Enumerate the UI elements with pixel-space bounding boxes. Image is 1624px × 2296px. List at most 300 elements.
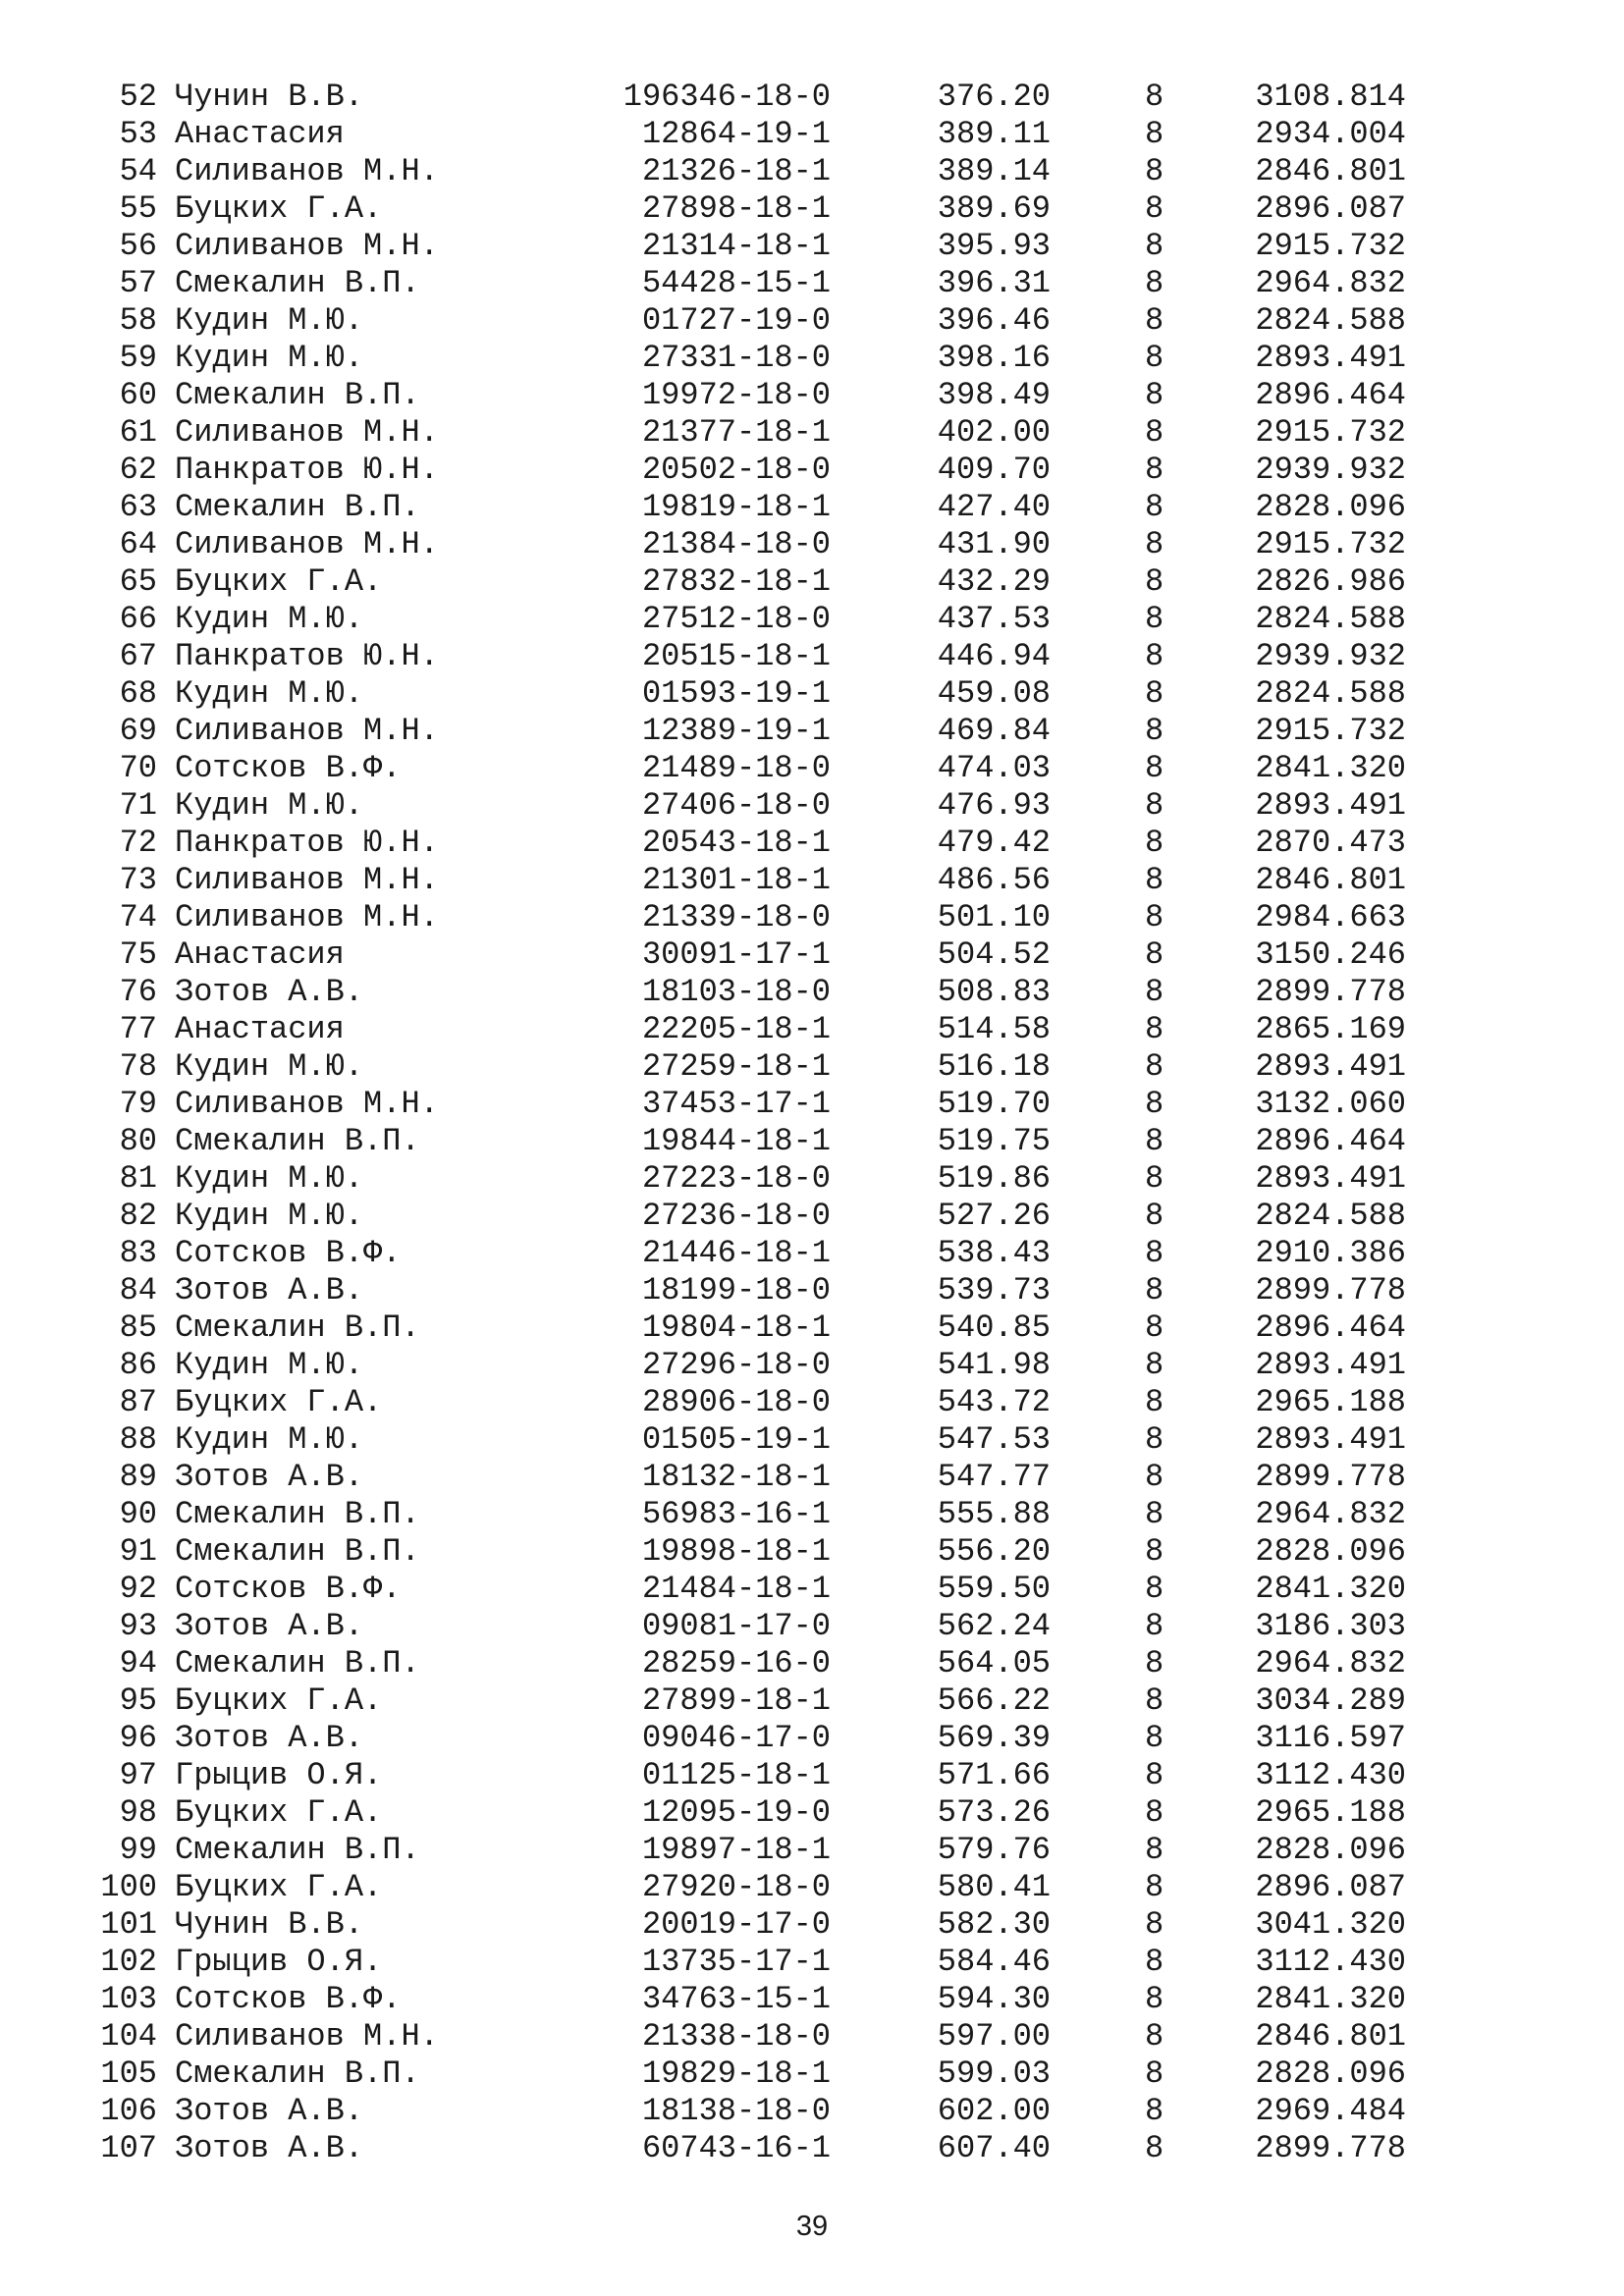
- total-value: 2899.778: [1255, 974, 1406, 1010]
- entry-code: 01593-19-1: [641, 675, 831, 712]
- class-value: 8: [1145, 116, 1164, 152]
- total-value: 2828.096: [1255, 1832, 1406, 1868]
- table-row: [0, 1048, 1624, 1086]
- score-value: 540.85: [937, 1309, 1051, 1346]
- class-value: 8: [1145, 1347, 1164, 1383]
- table-row: [0, 899, 1624, 936]
- score-value: 389.14: [937, 153, 1051, 189]
- participant-name: Зотов А.В.: [175, 974, 364, 1010]
- entry-code: 27259-18-1: [641, 1048, 831, 1085]
- total-value: 2915.732: [1255, 713, 1406, 749]
- score-value: 508.83: [937, 974, 1051, 1010]
- participant-name: Грыцив О.Я.: [175, 1757, 383, 1793]
- score-value: 539.73: [937, 1272, 1051, 1308]
- class-value: 8: [1145, 1608, 1164, 1644]
- table-row: [0, 1757, 1624, 1794]
- participant-name: Смекалин В.П.: [175, 1832, 420, 1868]
- participant-name: Силиванов М.Н.: [175, 713, 439, 749]
- total-value: 2964.832: [1255, 265, 1406, 301]
- row-number: 102: [100, 1944, 157, 1980]
- participant-name: Смекалин В.П.: [175, 1533, 420, 1570]
- total-value: 2899.778: [1255, 1459, 1406, 1495]
- score-value: 446.94: [937, 638, 1051, 674]
- class-value: 8: [1145, 1682, 1164, 1719]
- table-row: [0, 1384, 1624, 1421]
- row-number: 63: [119, 489, 157, 525]
- total-value: 3112.430: [1255, 1757, 1406, 1793]
- score-value: 486.56: [937, 862, 1051, 898]
- class-value: 8: [1145, 862, 1164, 898]
- table-row: [0, 2018, 1624, 2056]
- class-value: 8: [1145, 153, 1164, 189]
- score-value: 559.50: [937, 1571, 1051, 1607]
- class-value: 8: [1145, 1011, 1164, 1047]
- total-value: 2824.588: [1255, 601, 1406, 637]
- score-value: 437.53: [937, 601, 1051, 637]
- table-row: [0, 190, 1624, 228]
- entry-code: 30091-17-1: [641, 936, 831, 973]
- entry-code: 21314-18-1: [641, 228, 831, 264]
- table-row: [0, 116, 1624, 153]
- class-value: 8: [1145, 750, 1164, 786]
- row-number: 98: [119, 1794, 157, 1831]
- total-value: 2828.096: [1255, 1533, 1406, 1570]
- class-value: 8: [1145, 1421, 1164, 1458]
- row-number: 54: [119, 153, 157, 189]
- table-row: [0, 1981, 1624, 2018]
- row-number: 71: [119, 787, 157, 824]
- score-value: 519.75: [937, 1123, 1051, 1159]
- participant-name: Смекалин В.П.: [175, 2056, 420, 2092]
- participant-name: Кудин М.Ю.: [175, 1421, 364, 1458]
- table-row: [0, 1272, 1624, 1309]
- total-value: 3186.303: [1255, 1608, 1406, 1644]
- class-value: 8: [1145, 1832, 1164, 1868]
- entry-code: 27832-18-1: [641, 563, 831, 600]
- participant-name: Буцких Г.А.: [175, 1794, 383, 1831]
- participant-name: Сотсков В.Ф.: [175, 1571, 402, 1607]
- participant-name: Кудин М.Ю.: [175, 1160, 364, 1197]
- table-row: [0, 1869, 1624, 1906]
- row-number: 55: [119, 190, 157, 227]
- score-value: 519.86: [937, 1160, 1051, 1197]
- table-row: [0, 1794, 1624, 1832]
- table-row: [0, 638, 1624, 675]
- score-value: 476.93: [937, 787, 1051, 824]
- class-value: 8: [1145, 713, 1164, 749]
- table-row: [0, 1944, 1624, 1981]
- participant-name: Зотов А.В.: [175, 2093, 364, 2129]
- row-number: 107: [100, 2130, 157, 2166]
- entry-code: 01125-18-1: [641, 1757, 831, 1793]
- participant-name: Сотсков В.Ф.: [175, 1235, 402, 1271]
- table-row: [0, 2056, 1624, 2093]
- total-value: 2846.801: [1255, 153, 1406, 189]
- row-number: 53: [119, 116, 157, 152]
- entry-code: 21339-18-0: [641, 899, 831, 935]
- score-value: 389.11: [937, 116, 1051, 152]
- total-value: 2893.491: [1255, 1160, 1406, 1197]
- entry-code: 19972-18-0: [641, 377, 831, 413]
- class-value: 8: [1145, 1757, 1164, 1793]
- table-row: [0, 1123, 1624, 1160]
- total-value: 2965.188: [1255, 1794, 1406, 1831]
- row-number: 67: [119, 638, 157, 674]
- table-row: [0, 1309, 1624, 1347]
- entry-code: 27898-18-1: [641, 190, 831, 227]
- score-value: 547.53: [937, 1421, 1051, 1458]
- score-value: 566.22: [937, 1682, 1051, 1719]
- table-row: [0, 825, 1624, 862]
- class-value: 8: [1145, 452, 1164, 488]
- participant-name: Кудин М.Ю.: [175, 675, 364, 712]
- row-number: 59: [119, 340, 157, 376]
- total-value: 3041.320: [1255, 1906, 1406, 1943]
- participant-name: Зотов А.В.: [175, 1608, 364, 1644]
- table-row: [0, 1906, 1624, 1944]
- row-number: 105: [100, 2056, 157, 2092]
- class-value: 8: [1145, 1906, 1164, 1943]
- score-value: 599.03: [937, 2056, 1051, 2092]
- row-number: 103: [100, 1981, 157, 2017]
- total-value: 2899.778: [1255, 1272, 1406, 1308]
- table-row: [0, 1235, 1624, 1272]
- total-value: 2846.801: [1255, 862, 1406, 898]
- total-value: 2893.491: [1255, 1421, 1406, 1458]
- row-number: 75: [119, 936, 157, 973]
- table-row: [0, 787, 1624, 825]
- class-value: 8: [1145, 1645, 1164, 1682]
- total-value: 2824.588: [1255, 302, 1406, 339]
- score-value: 431.90: [937, 526, 1051, 562]
- participant-name: Панкратов Ю.Н.: [175, 825, 439, 861]
- class-value: 8: [1145, 1571, 1164, 1607]
- table-row: [0, 526, 1624, 563]
- total-value: 3108.814: [1255, 79, 1406, 115]
- entry-code: 28259-16-0: [641, 1645, 831, 1682]
- class-value: 8: [1145, 265, 1164, 301]
- total-value: 2896.087: [1255, 1869, 1406, 1905]
- entry-code: 09046-17-0: [641, 1720, 831, 1756]
- class-value: 8: [1145, 1198, 1164, 1234]
- participant-name: Чунин В.В.: [175, 79, 364, 115]
- row-number: 100: [100, 1869, 157, 1905]
- entry-code: 21489-18-0: [641, 750, 831, 786]
- score-value: 469.84: [937, 713, 1051, 749]
- score-value: 396.31: [937, 265, 1051, 301]
- class-value: 8: [1145, 1160, 1164, 1197]
- entry-code: 19898-18-1: [641, 1533, 831, 1570]
- total-value: 2893.491: [1255, 340, 1406, 376]
- class-value: 8: [1145, 974, 1164, 1010]
- entry-code: 21338-18-0: [641, 2018, 831, 2055]
- entry-code: 28906-18-0: [641, 1384, 831, 1420]
- table-row: [0, 1496, 1624, 1533]
- table-row: [0, 750, 1624, 787]
- score-value: 519.70: [937, 1086, 1051, 1122]
- participant-name: Силиванов М.Н.: [175, 1086, 439, 1122]
- total-value: 2841.320: [1255, 1571, 1406, 1607]
- entry-code: 21301-18-1: [641, 862, 831, 898]
- total-value: 2841.320: [1255, 750, 1406, 786]
- entry-code: 18138-18-0: [641, 2093, 831, 2129]
- table-row: [0, 153, 1624, 190]
- participant-name: Буцких Г.А.: [175, 1682, 383, 1719]
- participant-name: Смекалин В.П.: [175, 1496, 420, 1532]
- participant-name: Силиванов М.Н.: [175, 899, 439, 935]
- total-value: 3112.430: [1255, 1944, 1406, 1980]
- table-row: [0, 862, 1624, 899]
- participant-name: Буцких Г.А.: [175, 563, 383, 600]
- class-value: 8: [1145, 638, 1164, 674]
- entry-code: 27920-18-0: [641, 1869, 831, 1905]
- entry-code: 21377-18-1: [641, 414, 831, 451]
- class-value: 8: [1145, 1720, 1164, 1756]
- class-value: 8: [1145, 228, 1164, 264]
- score-value: 395.93: [937, 228, 1051, 264]
- class-value: 8: [1145, 1384, 1164, 1420]
- class-value: 8: [1145, 190, 1164, 227]
- row-number: 94: [119, 1645, 157, 1682]
- table-row: [0, 1459, 1624, 1496]
- entry-code: 27899-18-1: [641, 1682, 831, 1719]
- participant-name: Силиванов М.Н.: [175, 228, 439, 264]
- row-number: 61: [119, 414, 157, 451]
- entry-code: 54428-15-1: [641, 265, 831, 301]
- participant-name: Чунин В.В.: [175, 1906, 364, 1943]
- row-number: 104: [100, 2018, 157, 2055]
- row-number: 57: [119, 265, 157, 301]
- score-value: 580.41: [937, 1869, 1051, 1905]
- class-value: 8: [1145, 787, 1164, 824]
- table-row: [0, 340, 1624, 377]
- entry-code: 22205-18-1: [641, 1011, 831, 1047]
- participant-name: Зотов А.В.: [175, 1459, 364, 1495]
- entry-code: 27331-18-0: [641, 340, 831, 376]
- table-row: [0, 377, 1624, 414]
- score-value: 571.66: [937, 1757, 1051, 1793]
- table-row: [0, 563, 1624, 601]
- entry-code: 20515-18-1: [641, 638, 831, 674]
- participant-name: Кудин М.Ю.: [175, 1347, 364, 1383]
- total-value: 2828.096: [1255, 2056, 1406, 2092]
- participant-name: Кудин М.Ю.: [175, 787, 364, 824]
- total-value: 2824.588: [1255, 1198, 1406, 1234]
- table-row: [0, 974, 1624, 1011]
- class-value: 8: [1145, 1981, 1164, 2017]
- score-value: 597.00: [937, 2018, 1051, 2055]
- score-value: 564.05: [937, 1645, 1051, 1682]
- score-value: 602.00: [937, 2093, 1051, 2129]
- class-value: 8: [1145, 1123, 1164, 1159]
- table-row: [0, 452, 1624, 489]
- class-value: 8: [1145, 1048, 1164, 1085]
- score-value: 516.18: [937, 1048, 1051, 1085]
- participant-name: Зотов А.В.: [175, 1272, 364, 1308]
- participant-name: Буцких Г.А.: [175, 1869, 383, 1905]
- entry-code: 09081-17-0: [641, 1608, 831, 1644]
- score-value: 396.46: [937, 302, 1051, 339]
- score-value: 514.58: [937, 1011, 1051, 1047]
- table-row: [0, 265, 1624, 302]
- results-table: [0, 79, 1624, 2167]
- entry-code: 27236-18-0: [641, 1198, 831, 1234]
- class-value: 8: [1145, 1272, 1164, 1308]
- row-number: 58: [119, 302, 157, 339]
- table-row: [0, 1347, 1624, 1384]
- score-value: 479.42: [937, 825, 1051, 861]
- row-number: 65: [119, 563, 157, 600]
- class-value: 8: [1145, 2018, 1164, 2055]
- total-value: 2939.932: [1255, 452, 1406, 488]
- participant-name: Панкратов Ю.Н.: [175, 452, 439, 488]
- score-value: 547.77: [937, 1459, 1051, 1495]
- row-number: 96: [119, 1720, 157, 1756]
- class-value: 8: [1145, 302, 1164, 339]
- class-value: 8: [1145, 2056, 1164, 2092]
- class-value: 8: [1145, 936, 1164, 973]
- class-value: 8: [1145, 1459, 1164, 1495]
- class-value: 8: [1145, 1309, 1164, 1346]
- class-value: 8: [1145, 601, 1164, 637]
- entry-code: 21326-18-1: [641, 153, 831, 189]
- score-value: 573.26: [937, 1794, 1051, 1831]
- entry-code: 13735-17-1: [641, 1944, 831, 1980]
- total-value: 2965.188: [1255, 1384, 1406, 1420]
- total-value: 2893.491: [1255, 1048, 1406, 1085]
- entry-code: 19829-18-1: [641, 2056, 831, 2092]
- entry-code: 18199-18-0: [641, 1272, 831, 1308]
- participant-name: Смекалин В.П.: [175, 489, 420, 525]
- entry-code: 196346-18-0: [623, 79, 831, 115]
- participant-name: Буцких Г.А.: [175, 1384, 383, 1420]
- entry-code: 19804-18-1: [641, 1309, 831, 1346]
- participant-name: Анастасия: [175, 1011, 345, 1047]
- participant-name: Смекалин В.П.: [175, 377, 420, 413]
- entry-code: 56983-16-1: [641, 1496, 831, 1532]
- score-value: 474.03: [937, 750, 1051, 786]
- table-row: [0, 414, 1624, 452]
- participant-name: Силиванов М.Н.: [175, 862, 439, 898]
- total-value: 2841.320: [1255, 1981, 1406, 2017]
- participant-name: Буцких Г.А.: [175, 190, 383, 227]
- entry-code: 20543-18-1: [641, 825, 831, 861]
- row-number: 73: [119, 862, 157, 898]
- total-value: 2870.473: [1255, 825, 1406, 861]
- total-value: 2896.464: [1255, 1309, 1406, 1346]
- row-number: 79: [119, 1086, 157, 1122]
- score-value: 538.43: [937, 1235, 1051, 1271]
- entry-code: 12095-19-0: [641, 1794, 831, 1831]
- participant-name: Анастасия: [175, 116, 345, 152]
- entry-code: 20019-17-0: [641, 1906, 831, 1943]
- class-value: 8: [1145, 1533, 1164, 1570]
- participant-name: Кудин М.Ю.: [175, 601, 364, 637]
- score-value: 402.00: [937, 414, 1051, 451]
- total-value: 2915.732: [1255, 414, 1406, 451]
- class-value: 8: [1145, 340, 1164, 376]
- row-number: 52: [119, 79, 157, 115]
- score-value: 398.49: [937, 377, 1051, 413]
- score-value: 398.16: [937, 340, 1051, 376]
- score-value: 376.20: [937, 79, 1051, 115]
- entry-code: 34763-15-1: [641, 1981, 831, 2017]
- score-value: 501.10: [937, 899, 1051, 935]
- class-value: 8: [1145, 899, 1164, 935]
- total-value: 2896.464: [1255, 1123, 1406, 1159]
- entry-code: 27296-18-0: [641, 1347, 831, 1383]
- row-number: 95: [119, 1682, 157, 1719]
- score-value: 389.69: [937, 190, 1051, 227]
- participant-name: Грыцив О.Я.: [175, 1944, 383, 1980]
- participant-name: Кудин М.Ю.: [175, 340, 364, 376]
- row-number: 88: [119, 1421, 157, 1458]
- participant-name: Кудин М.Ю.: [175, 1048, 364, 1085]
- table-row: [0, 1011, 1624, 1048]
- row-number: 93: [119, 1608, 157, 1644]
- row-number: 68: [119, 675, 157, 712]
- entry-code: 20502-18-0: [641, 452, 831, 488]
- class-value: 8: [1145, 526, 1164, 562]
- total-value: 2969.484: [1255, 2093, 1406, 2129]
- entry-code: 19819-18-1: [641, 489, 831, 525]
- table-row: [0, 1160, 1624, 1198]
- total-value: 2984.663: [1255, 899, 1406, 935]
- score-value: 543.72: [937, 1384, 1051, 1420]
- score-value: 555.88: [937, 1496, 1051, 1532]
- score-value: 582.30: [937, 1906, 1051, 1943]
- total-value: 3034.289: [1255, 1682, 1406, 1719]
- row-number: 101: [100, 1906, 157, 1943]
- score-value: 607.40: [937, 2130, 1051, 2166]
- row-number: 81: [119, 1160, 157, 1197]
- score-value: 594.30: [937, 1981, 1051, 2017]
- row-number: 70: [119, 750, 157, 786]
- row-number: 78: [119, 1048, 157, 1085]
- total-value: 2893.491: [1255, 1347, 1406, 1383]
- row-number: 99: [119, 1832, 157, 1868]
- participant-name: Сотсков В.Ф.: [175, 1981, 402, 2017]
- participant-name: Смекалин В.П.: [175, 1645, 420, 1682]
- row-number: 91: [119, 1533, 157, 1570]
- score-value: 569.39: [937, 1720, 1051, 1756]
- row-number: 106: [100, 2093, 157, 2129]
- table-row: [0, 1421, 1624, 1459]
- total-value: 3116.597: [1255, 1720, 1406, 1756]
- table-row: [0, 302, 1624, 340]
- table-row: [0, 2093, 1624, 2130]
- entry-code: 27223-18-0: [641, 1160, 831, 1197]
- row-number: 56: [119, 228, 157, 264]
- table-row: [0, 1682, 1624, 1720]
- entry-code: 01727-19-0: [641, 302, 831, 339]
- entry-code: 21446-18-1: [641, 1235, 831, 1271]
- score-value: 527.26: [937, 1198, 1051, 1234]
- row-number: 84: [119, 1272, 157, 1308]
- row-number: 87: [119, 1384, 157, 1420]
- participant-name: Панкратов Ю.Н.: [175, 638, 439, 674]
- table-row: [0, 713, 1624, 750]
- score-value: 459.08: [937, 675, 1051, 712]
- entry-code: 19844-18-1: [641, 1123, 831, 1159]
- class-value: 8: [1145, 563, 1164, 600]
- score-value: 562.24: [937, 1608, 1051, 1644]
- total-value: 2893.491: [1255, 787, 1406, 824]
- class-value: 8: [1145, 377, 1164, 413]
- class-value: 8: [1145, 1944, 1164, 1980]
- total-value: 2896.464: [1255, 377, 1406, 413]
- row-number: 69: [119, 713, 157, 749]
